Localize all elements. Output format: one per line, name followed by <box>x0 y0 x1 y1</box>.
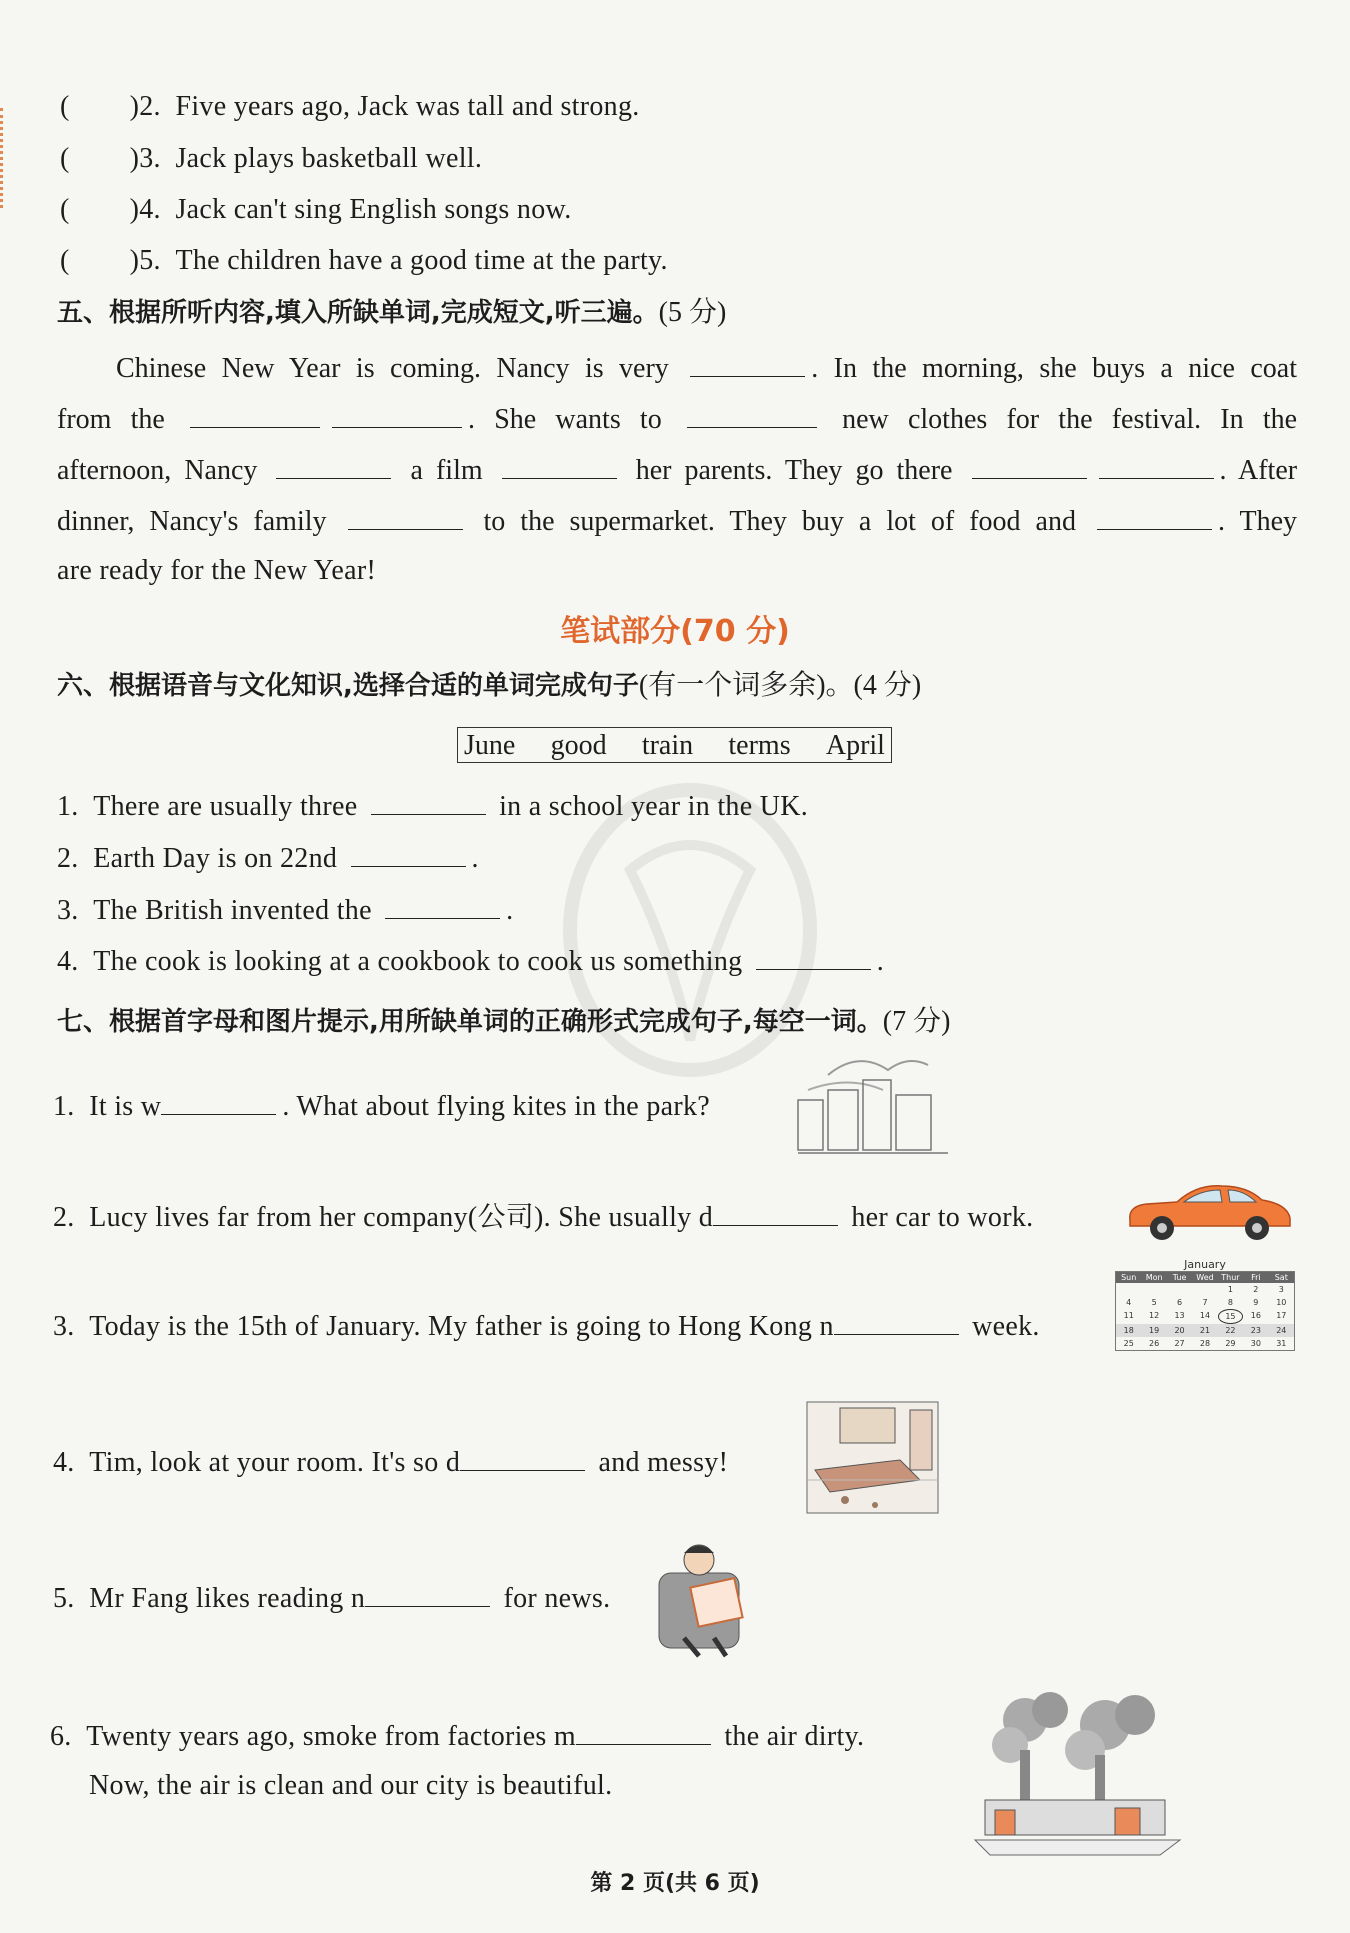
calendar-image <box>1115 1258 1295 1351</box>
sec7-item-3: 3. Today is the 15th of January. My father is going to Hong Kong n week. <box>53 1308 1040 1345</box>
passage-blank[interactable] <box>190 401 320 428</box>
calendar-date <box>1192 1283 1217 1296</box>
judge-item-2: ( )2. Five years ago, Jack was tall and strong. <box>60 91 640 122</box>
passage-blank[interactable] <box>690 350 805 377</box>
calendar-day-header: Sun <box>1116 1272 1141 1283</box>
answer-blank[interactable] <box>713 1199 838 1226</box>
sec7-item-2: 2. Lucy lives far from her company(公司). She usually d her car to work. <box>53 1199 1033 1236</box>
sec7-item-4: 4. Tim, look at your room. It's so d and messy! <box>53 1444 728 1481</box>
written-part-title: 笔试部分(70 分) <box>560 614 790 649</box>
calendar-date: 8 <box>1227 1298 1233 1307</box>
sec6-item-2: 2. Earth Day is on 22nd . <box>57 840 479 877</box>
answer-blank[interactable] <box>371 788 486 815</box>
calendar-date: 18 <box>1116 1324 1141 1337</box>
windy-city-icon <box>788 1045 958 1160</box>
calendar-date: 7 <box>1202 1298 1208 1307</box>
calendar-date: 15 <box>1218 1309 1243 1324</box>
passage-blank[interactable] <box>276 452 391 479</box>
calendar-date <box>1141 1283 1166 1296</box>
calendar-date: 28 <box>1199 1339 1211 1348</box>
answer-blank[interactable] <box>365 1580 490 1607</box>
calendar-date: 16 <box>1250 1311 1261 1320</box>
page-footer: 第 2 页(共 6 页) <box>590 1871 760 1896</box>
calendar-date: 27 <box>1174 1339 1185 1348</box>
factory-smoke-icon <box>965 1690 1190 1860</box>
passage-line-3: afternoon, Nancy a film her parents. They go there . After <box>57 445 1297 496</box>
passage-line-5: are ready for the New Year! <box>57 555 377 586</box>
newspaper-reader-icon <box>654 1538 749 1658</box>
calendar-date: 12 <box>1149 1311 1160 1320</box>
calendar-date: 20 <box>1167 1324 1192 1337</box>
passage-blank[interactable] <box>348 503 463 530</box>
section-5-heading: 五、根据所听内容,填入所缺单词,完成短文,听三遍。(5 分) <box>57 297 727 328</box>
word-bank-item: terms <box>728 730 791 761</box>
passage-line-4: dinner, Nancy's family to the supermarket. They buy a lot of food and . They <box>57 496 1297 547</box>
calendar-day-header: Thur <box>1218 1272 1243 1283</box>
car-icon <box>1122 1178 1297 1243</box>
calendar-date: 2 <box>1253 1285 1259 1294</box>
calendar-date: 5 <box>1151 1298 1157 1307</box>
word-bank-item: April <box>825 730 885 761</box>
sec7-item-5: 5. Mr Fang likes reading n for news. <box>53 1580 610 1617</box>
answer-blank[interactable] <box>834 1308 959 1335</box>
passage-blank[interactable] <box>1099 452 1214 479</box>
calendar-date: 21 <box>1192 1324 1217 1337</box>
calendar-date: 11 <box>1123 1311 1134 1320</box>
sec6-item-3: 3. The British invented the . <box>57 892 513 929</box>
passage-line-2: from the . She wants to new clothes for the festival. In the <box>57 394 1297 445</box>
calendar-date: 30 <box>1250 1339 1261 1348</box>
calendar-date: 1 <box>1227 1285 1233 1294</box>
word-bank-item: good <box>550 730 607 761</box>
sec7-item-1: 1. It is w . What about flying kites in the park? <box>53 1088 710 1125</box>
passage-line-1: Chinese New Year is coming. Nancy is very . In the morning, she buys a nice coat <box>57 343 1297 394</box>
calendar-day-header: Wed <box>1192 1272 1217 1283</box>
calendar-date <box>1167 1283 1192 1296</box>
calendar-month: January <box>1184 1258 1226 1271</box>
calendar-date: 9 <box>1253 1298 1259 1307</box>
word-bank-box <box>457 727 892 763</box>
calendar-date: 10 <box>1276 1298 1287 1307</box>
calendar-date: 23 <box>1243 1324 1268 1337</box>
calendar-date: 13 <box>1174 1311 1185 1320</box>
sec7-item-6-cont: Now, the air is clean and our city is beautiful. <box>89 1770 613 1801</box>
passage-blank[interactable] <box>502 452 617 479</box>
judge-item-3: ( )3. Jack plays basketball well. <box>60 143 483 174</box>
judge-item-4: ( )4. Jack can't sing English songs now. <box>60 194 572 225</box>
passage-blank[interactable] <box>972 452 1087 479</box>
binding-margin-mark <box>0 108 7 208</box>
word-bank-item: train <box>641 730 694 761</box>
answer-blank[interactable] <box>756 943 871 970</box>
calendar-date <box>1116 1283 1141 1296</box>
calendar-date: 4 <box>1126 1298 1132 1307</box>
sec7-item-6: 6. Twenty years ago, smoke from factories m the air dirty. <box>50 1718 864 1755</box>
answer-blank[interactable] <box>351 840 466 867</box>
answer-blank[interactable] <box>460 1444 585 1471</box>
calendar-day-header: Tue <box>1167 1272 1192 1283</box>
calendar-date: 17 <box>1276 1311 1287 1320</box>
calendar-date: 19 <box>1141 1324 1166 1337</box>
answer-blank[interactable] <box>161 1088 276 1115</box>
calendar-date: 6 <box>1177 1298 1183 1307</box>
calendar-date: 3 <box>1278 1285 1284 1294</box>
calendar-date: 22 <box>1218 1324 1243 1337</box>
calendar-date: 26 <box>1149 1339 1160 1348</box>
messy-room-icon <box>805 1400 940 1515</box>
calendar-date: 25 <box>1123 1339 1134 1348</box>
answer-blank[interactable] <box>576 1718 711 1745</box>
passage-blank[interactable] <box>1097 503 1212 530</box>
calendar-day-header: Sat <box>1269 1272 1294 1283</box>
calendar-date: 31 <box>1276 1339 1287 1348</box>
calendar-day-header: Fri <box>1243 1272 1268 1283</box>
section-7-heading: 七、根据首字母和图片提示,用所缺单词的正确形式完成句子,每空一词。(7 分) <box>57 1006 951 1037</box>
word-bank-item: June <box>464 730 516 761</box>
calendar-grid <box>1115 1271 1295 1351</box>
calendar-date: 24 <box>1269 1324 1294 1337</box>
sec6-item-4: 4. The cook is looking at a cookbook to cook us something . <box>57 943 884 980</box>
calendar-day-header: Mon <box>1141 1272 1166 1283</box>
section-6-heading: 六、根据语音与文化知识,选择合适的单词完成句子(有一个词多余)。(4 分) <box>57 670 922 701</box>
calendar-date: 29 <box>1225 1339 1236 1348</box>
judge-item-5: ( )5. The children have a good time at the party. <box>60 245 668 276</box>
answer-blank[interactable] <box>385 892 500 919</box>
calendar-date: 14 <box>1199 1311 1211 1320</box>
passage-blank[interactable] <box>332 401 462 428</box>
sec6-item-1: 1. There are usually three in a school year in the UK. <box>57 788 808 825</box>
passage-blank[interactable] <box>687 401 817 428</box>
